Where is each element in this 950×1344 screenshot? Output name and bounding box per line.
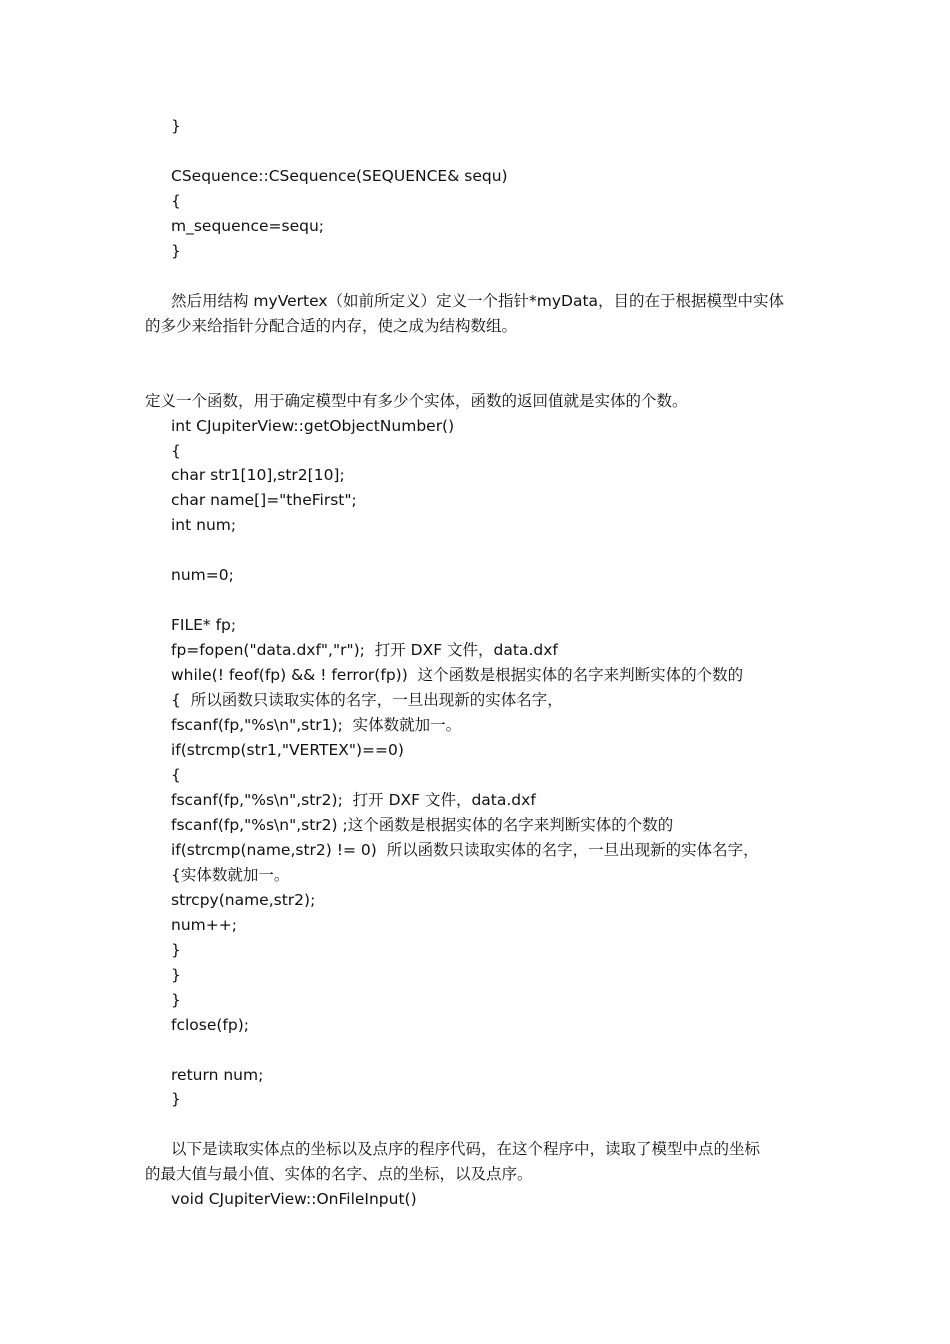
paragraph-line: 的多少来给指针分配合适的内存，使之成为结构数组。 — [145, 316, 518, 335]
code-line: { — [171, 766, 181, 784]
code-line: while(! feof(fp) && ! ferror(fp)) 这个函数是根据实体的名字来判断实体的个数的 — [171, 666, 744, 685]
code-line: int num; — [171, 516, 237, 535]
code-line: FILE* fp; — [171, 616, 237, 635]
code-line: } — [171, 990, 181, 1009]
code-line: {实体数就加一。 — [171, 865, 290, 884]
code-line: char name[]="theFirst"; — [171, 491, 357, 510]
code-line: num++; — [171, 915, 237, 934]
code-line: num=0; — [171, 566, 234, 585]
code-line: } — [171, 241, 181, 260]
code-line: } — [171, 1090, 181, 1109]
code-line: strcpy(name,str2); — [171, 890, 316, 909]
paragraph-line: 定义一个函数，用于确定模型中有多少个实体，函数的返回值就是实体的个数。 — [145, 391, 688, 410]
code-line: char str1[10],str2[10]; — [171, 466, 345, 485]
code-line: if(strcmp(name,str2) != 0) 所以函数只读取实体的名字，一旦出现新的实体名字， — [171, 840, 759, 859]
code-line: int CJupiterView::getObjectNumber() — [171, 416, 455, 435]
paragraph-line: 然后用结构 myVertex（如前所定义）定义一个指针*myData，目的在于根据模型中实体 — [171, 291, 785, 310]
code-line: fp=fopen("data.dxf","r"); 打开 DXF 文件，data.dxf — [171, 641, 558, 660]
code-line: } — [171, 965, 181, 984]
paragraph-line: 的最大值与最小值、实体的名字、点的坐标，以及点序。 — [145, 1165, 533, 1184]
code-line: m_sequence=sequ; — [171, 216, 325, 235]
code-line: fscanf(fp,"%s\n",str1); 实体数就加一。 — [171, 716, 462, 734]
code-line: } — [171, 117, 181, 135]
code-line: fclose(fp); — [171, 1015, 249, 1034]
code-line: } — [171, 940, 181, 959]
code-line: if(strcmp(str1,"VERTEX")==0) — [171, 741, 404, 759]
code-line: { 所以函数只读取实体的名字，一旦出现新的实体名字， — [171, 691, 563, 710]
code-line: fscanf(fp,"%s\n",str2) ;这个函数是根据实体的名字来判断实体的个数的 — [171, 815, 674, 834]
code-line: CSequence::CSequence(SEQUENCE& sequ) — [171, 166, 508, 185]
paragraph-line: 以下是读取实体点的坐标以及点序的程序代码，在这个程序中，读取了模型中点的坐标 — [171, 1140, 761, 1159]
code-line: { — [171, 441, 181, 460]
code-line: void CJupiterView::OnFileInput() — [171, 1190, 417, 1209]
code-line: fscanf(fp,"%s\n",str2); 打开 DXF 文件，data.dxf — [171, 790, 536, 809]
code-line: return num; — [171, 1065, 264, 1084]
code-line: { — [171, 191, 181, 210]
